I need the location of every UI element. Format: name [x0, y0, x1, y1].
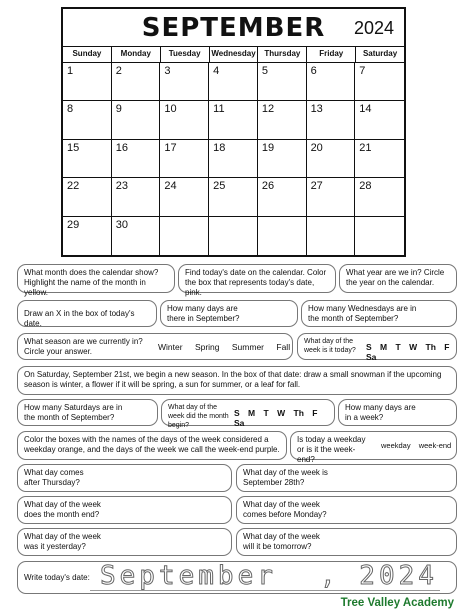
question-before-monday-box [236, 496, 457, 524]
option-w[interactable]: W [409, 342, 418, 352]
question-month-end-box [17, 496, 232, 524]
option-f[interactable]: F [444, 342, 450, 352]
calendar-day-cell[interactable]: 20 [307, 140, 356, 178]
calendar-day-cell[interactable]: 22 [63, 178, 112, 216]
month-begin-options [234, 408, 334, 428]
calendar-day-cell[interactable]: 14 [355, 101, 404, 139]
today-day-options [366, 342, 456, 362]
calendar-day-cell[interactable]: 18 [209, 140, 258, 178]
calendar [61, 7, 406, 257]
calendar-grid [63, 63, 404, 255]
question-year: What year are we in? Circle the year on the calendar. [346, 268, 445, 287]
question-yesterday: What day of the week was it yesterday? [24, 532, 101, 551]
question-sept-28: What day of the week is September 28th? [243, 468, 328, 487]
date-trace-area[interactable] [90, 561, 440, 594]
option-spring[interactable]: Spring [194, 342, 220, 352]
calendar-day-cell[interactable]: 15 [63, 140, 112, 178]
calendar-day-cell[interactable]: 13 [307, 101, 356, 139]
question-today-day-box [297, 333, 457, 360]
question-weekday-or-weekend-box [290, 431, 457, 464]
calendar-header [63, 9, 404, 47]
calendar-day-cell[interactable]: 1 [63, 63, 112, 101]
question-tomorrow: What day of the week will it be tomorrow? [243, 532, 320, 551]
calendar-month: SEPTEMBER [141, 13, 326, 43]
question-month-begin: What day of the week did the month begin? [168, 404, 229, 429]
day-name: Wednesday [210, 47, 259, 62]
option-summer[interactable]: Summer [231, 342, 265, 352]
calendar-day-cell[interactable] [209, 217, 258, 255]
option-fall[interactable]: Fall [276, 342, 291, 352]
question-today-color-box [178, 264, 336, 297]
trace-year: , 2024 [320, 561, 438, 591]
option-s[interactable]: S [366, 342, 372, 352]
option-m[interactable]: M [248, 408, 256, 418]
calendar-day-cell[interactable] [160, 217, 209, 255]
option-f[interactable]: F [312, 408, 318, 418]
calendar-year: 2024 [353, 18, 394, 38]
calendar-day-cell[interactable]: 30 [112, 217, 161, 255]
question-year-box [339, 264, 457, 293]
option-sa[interactable]: Sa [234, 418, 245, 428]
question-draw-x: Draw an X in the box of today's date. [24, 309, 135, 328]
day-name: Thursday [258, 47, 307, 62]
calendar-day-cell[interactable]: 12 [258, 101, 307, 139]
calendar-day-cell[interactable]: 8 [63, 101, 112, 139]
option-winter[interactable]: Winter [158, 342, 183, 352]
question-season-box [17, 333, 293, 360]
calendar-day-cell[interactable]: 4 [209, 63, 258, 101]
calendar-day-cell[interactable]: 27 [307, 178, 356, 216]
option-w[interactable]: W [277, 408, 286, 418]
question-days-in-week-box [338, 399, 457, 426]
calendar-day-cell[interactable]: 10 [160, 101, 209, 139]
day-name: Monday [112, 47, 161, 62]
question-color-weekdays-box [17, 431, 287, 460]
option-s[interactable]: S [234, 408, 240, 418]
option-th[interactable]: Th [425, 342, 436, 352]
calendar-day-cell[interactable]: 19 [258, 140, 307, 178]
calendar-day-cell[interactable]: 7 [355, 63, 404, 101]
question-wednesdays: How many Wednesdays are in the month of September? [308, 304, 417, 323]
calendar-day-cell[interactable]: 21 [355, 140, 404, 178]
calendar-day-cell[interactable]: 26 [258, 178, 307, 216]
calendar-day-cell[interactable]: 6 [307, 63, 356, 101]
write-baseline [90, 590, 440, 591]
question-sept-28-box [236, 464, 457, 492]
calendar-day-cell[interactable]: 3 [160, 63, 209, 101]
day-name: Sunday [63, 47, 112, 62]
question-new-season: On Saturday, September 21st, we begin a new season. In the box of that date: draw a small snowman if the upcoming season is winter, a flower if it will be spring, a sun for summer, or a leaf for fall. [24, 370, 442, 389]
calendar-day-cell[interactable]: 25 [209, 178, 258, 216]
question-saturdays-box [17, 399, 158, 426]
question-month-box [17, 264, 175, 297]
question-after-thursday-box [17, 464, 232, 492]
day-name: Saturday [362, 49, 398, 58]
question-wednesdays-box [301, 300, 457, 327]
trace-month: September [100, 561, 277, 591]
write-date-label: Write today's date: [24, 573, 90, 582]
question-before-monday: What day of the week comes before Monday? [243, 500, 327, 519]
calendar-day-cell[interactable]: 2 [112, 63, 161, 101]
option-m[interactable]: M [380, 342, 388, 352]
option-t[interactable]: T [263, 408, 269, 418]
question-days-in-week: How many days are in a week? [345, 403, 416, 422]
option-th[interactable]: Th [293, 408, 304, 418]
day-name: Tuesday [161, 47, 210, 62]
calendar-day-cell[interactable]: 16 [112, 140, 161, 178]
calendar-day-cell[interactable]: 11 [209, 101, 258, 139]
question-month: What month does the calendar show? Highlight the name of the month in yellow. [24, 268, 159, 297]
question-days-in-sept: How many days are there in September? [167, 304, 240, 323]
calendar-day-cell[interactable]: 23 [112, 178, 161, 216]
question-today-day: What day of the week is it today? [304, 338, 356, 354]
calendar-day-cell[interactable]: 24 [160, 178, 209, 216]
calendar-day-cell[interactable]: 9 [112, 101, 161, 139]
question-tomorrow-box [236, 528, 457, 556]
question-saturdays: How many Saturdays are in the month of September? [24, 403, 123, 422]
question-color-weekdays: Color the boxes with the names of the days of the week considered a weekday orange, and the days of the week we call the week-end purple. [24, 435, 280, 454]
footer-brand: Tree Valley Academy [340, 597, 454, 609]
option-sa[interactable]: Sa [366, 352, 377, 362]
question-yesterday-box [17, 528, 232, 556]
calendar-day-cell[interactable] [258, 217, 307, 255]
option-weekend[interactable]: week-end [418, 441, 452, 450]
question-season: What season are we currently in? Circle your answer. [24, 337, 143, 356]
calendar-day-cell[interactable] [355, 217, 404, 255]
calendar-day-cell[interactable]: 29 [63, 217, 112, 255]
question-today-color: Find today's date on the calendar. Color the box that represents today's date, pink. [185, 268, 327, 297]
question-weekday-or-weekend: Is today a weekday or is it the week-end? [297, 435, 366, 464]
calendar-day-cell[interactable]: 28 [355, 178, 404, 216]
calendar-day-cell[interactable]: 5 [258, 63, 307, 101]
option-weekday[interactable]: weekday [381, 441, 411, 450]
question-draw-x-box [17, 300, 157, 327]
question-days-in-sept-box [160, 300, 298, 327]
question-new-season-box [17, 366, 457, 395]
day-names-row [63, 47, 404, 63]
day-name: Friday [307, 47, 356, 62]
season-options [158, 342, 290, 352]
question-after-thursday: What day comes after Thursday? [24, 468, 84, 487]
option-t[interactable]: T [395, 342, 401, 352]
calendar-day-cell[interactable]: 17 [160, 140, 209, 178]
calendar-day-cell[interactable] [307, 217, 356, 255]
question-month-begin-box [161, 399, 335, 429]
question-month-end: What day of the week does the month end? [24, 500, 101, 519]
weekday-weekend-options [381, 441, 451, 451]
